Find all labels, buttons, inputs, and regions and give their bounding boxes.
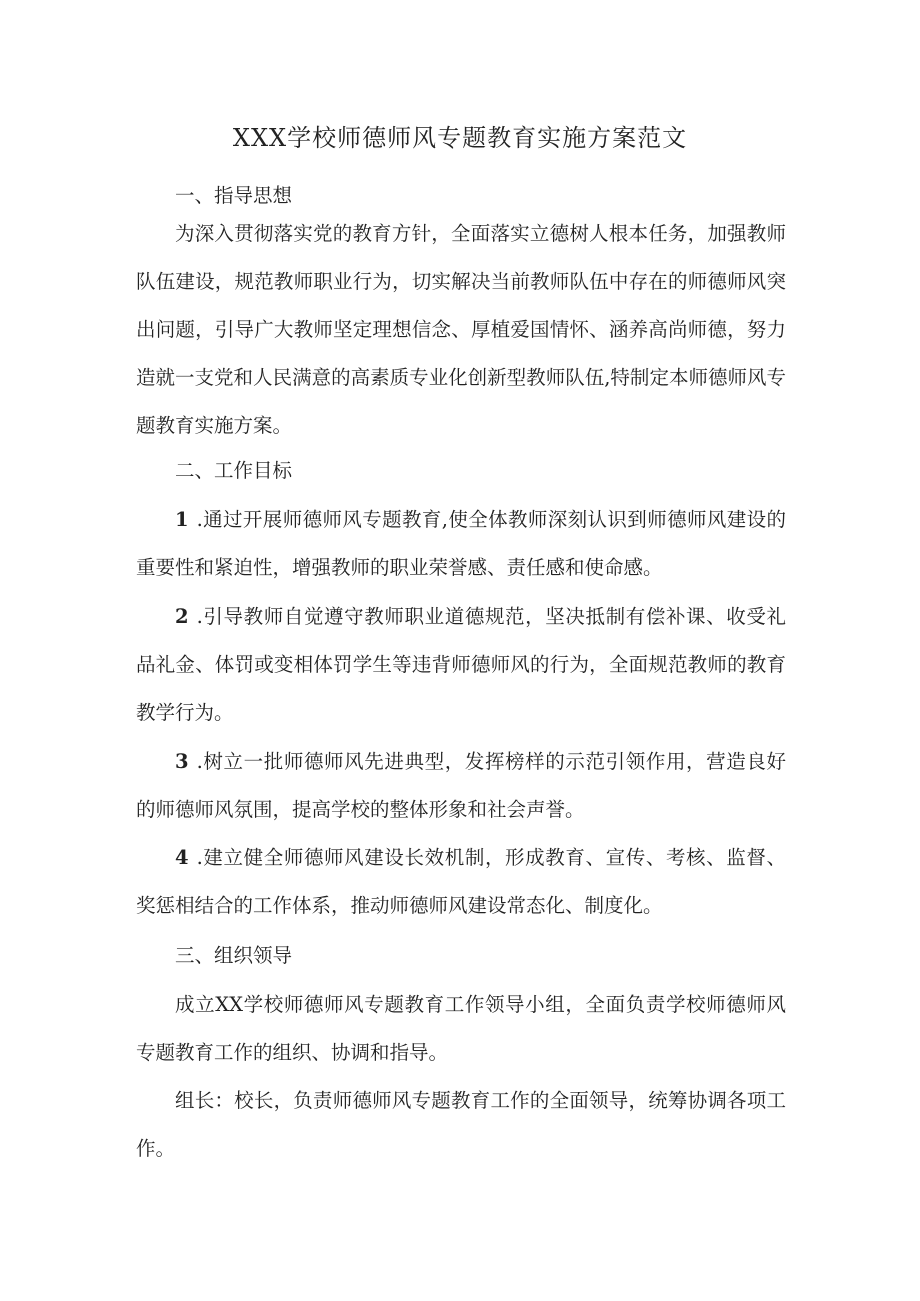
paragraph-group-leader: 组长：校长，负责师德师风专题教育工作的全面领导，统筹协调各项工作。	[136, 1089, 786, 1160]
goal-number-4: 4	[175, 846, 189, 869]
goal-item-4	[136, 834, 786, 930]
document-title: XXX学校师德师风专题教育实施方案范文	[232, 124, 688, 152]
goal-item-2	[136, 593, 786, 737]
goal-text-2: .引导教师自觉遵守教师职业道德规范，坚决抵制有偿补课、收受礼品礼金、体罚或变相体罚学生等违背师德师风的行为，全面规范教师的教育教学行为。	[136, 605, 786, 724]
section-heading-work-goals: 二、工作目标	[175, 459, 293, 482]
goal-item-3	[136, 738, 786, 834]
paragraph-leading-group: 成立XX学校师德师风专题教育工作领导小组，全面负责学校师德师风专题教育工作的组织、协调和指导。	[136, 993, 786, 1064]
goal-text-4: .建立健全师德师风建设长效机制，形成教育、宣传、考核、监督、奖惩相结合的工作体系，推动师德师风建设常态化、制度化。	[136, 846, 786, 917]
goal-text-1: .通过开展师德师风专题教育,使全体教师深刻认识到师德师风建设的重要性和紧迫性，增强教师的职业荣誉感、责任感和使命感。	[136, 508, 786, 579]
goal-text-3: .树立一批师德师风先进典型，发挥榜样的示范引领作用，营造良好的师德师风氛围，提高学校的整体形象和社会声誉。	[136, 750, 786, 821]
goal-number-3: 3	[175, 750, 189, 773]
section-heading-guiding-ideology: 一、指导思想	[175, 184, 293, 207]
goal-number-2: 2	[175, 605, 189, 628]
section-heading-organization: 三、组织领导	[175, 944, 293, 967]
paragraph-guiding-ideology: 为深入贯彻落实党的教育方针，全面落实立德树人根本任务，加强教师队伍建设，规范教师职业行为，切实解决当前教师队伍中存在的师德师风突出问题，引导广大教师坚定理想信念、厚植爱国情怀、涵养高尚师德，努力造就一支党和人民满意的高素质专业化创新型教师队伍,特制定本师德师风专题教育实施方案。	[136, 222, 786, 437]
goal-item-1	[136, 496, 786, 592]
goal-number-1: 1	[175, 508, 189, 531]
